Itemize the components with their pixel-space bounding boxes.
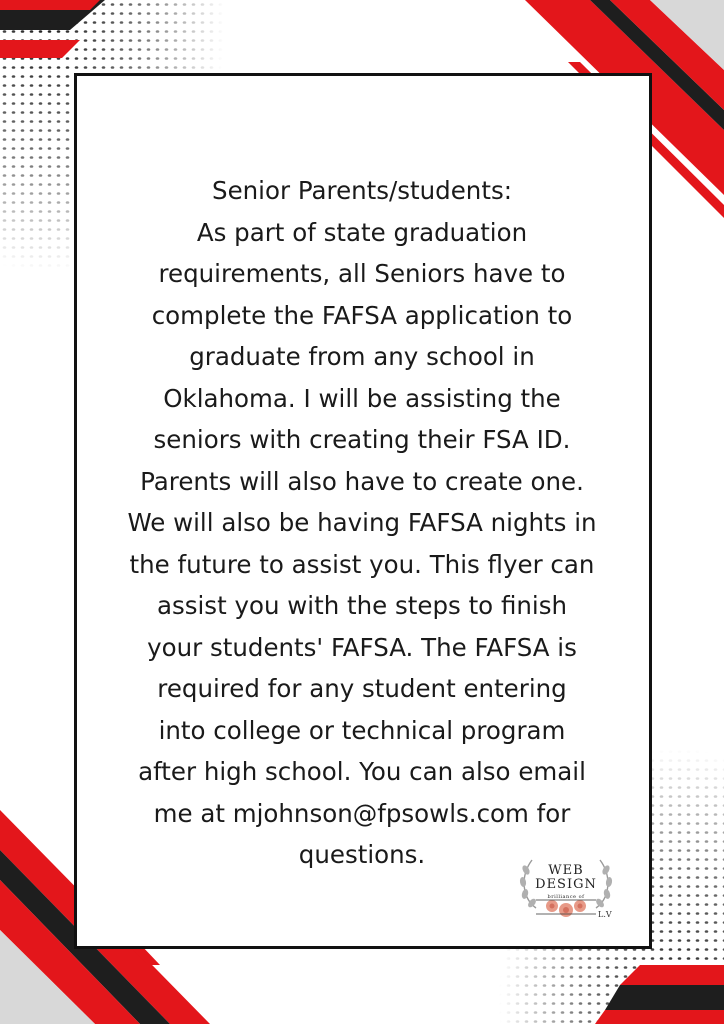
message-line: Oklahoma. I will be assisting the [163, 383, 561, 413]
message-line: seniors with creating their FSA ID. [153, 425, 571, 454]
logo-word-web: WEB [548, 863, 584, 878]
message-line: into college or technical program [158, 715, 566, 745]
message-line: Senior Parents/students: [212, 176, 512, 205]
message-line: questions. [298, 840, 426, 869]
logo-initials: L.V [598, 910, 612, 919]
message-line: We will also be having FAFSA nights in [127, 508, 597, 537]
message-line: the future to assist you. This flyer can [129, 549, 595, 579]
message-line: As part of state graduation [196, 217, 528, 247]
message-line: complete the FAFSA application to [151, 300, 573, 330]
web-design-logo [514, 850, 618, 928]
message-line: assist you with the steps to finish [156, 591, 568, 620]
message-line: me at mjohnson@fpsowls.com for [153, 798, 571, 828]
flyer-message [82, 170, 642, 876]
logo-tagline: brilliance of [547, 894, 585, 900]
message-line: required for any student entering [157, 674, 567, 703]
message-line: requirements, all Seniors have to [158, 259, 566, 288]
message-line: Parents will also have to create one. [140, 466, 584, 496]
message-line: after high school. You can also email [138, 757, 586, 786]
message-line: graduate from any school in [189, 342, 535, 371]
message-line: your students' FAFSA. The FAFSA is [147, 632, 577, 662]
logo-word-design: DESIGN [535, 877, 597, 892]
